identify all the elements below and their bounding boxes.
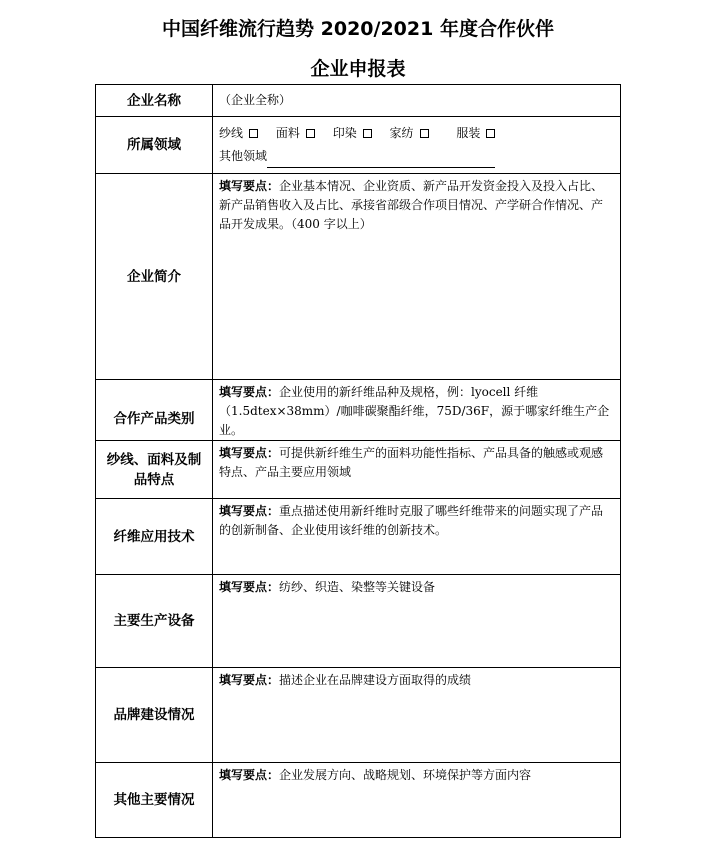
company-name-label: 企业名称 <box>96 85 213 117</box>
other-info-field[interactable] <box>213 763 621 838</box>
other-info-hint: 企业发展方向、战略规划、环境保护等方面内容 <box>279 768 532 782</box>
checkbox-icon[interactable] <box>486 129 495 138</box>
other-info-row <box>96 763 621 838</box>
product-features-label: 纱线、面料及制品特点 <box>96 441 213 499</box>
domain-option-apparel[interactable]: 服装 <box>456 126 501 140</box>
company-name-row <box>96 85 621 117</box>
checkbox-icon[interactable] <box>249 129 258 138</box>
hint-key: 填写要点： <box>219 446 280 460</box>
product-category-row <box>96 380 621 441</box>
brand-building-hint: 描述企业在品牌建设方面取得的成绩 <box>279 673 472 687</box>
equipment-field[interactable] <box>213 575 621 668</box>
domain-option-fabric[interactable]: 面料 <box>276 126 321 140</box>
product-category-field[interactable] <box>213 380 621 441</box>
domain-field <box>213 117 621 174</box>
checkbox-icon[interactable] <box>306 129 315 138</box>
fiber-technology-row <box>96 499 621 575</box>
domain-option-yarn[interactable]: 纱线 <box>219 126 264 140</box>
company-intro-label: 企业简介 <box>96 174 213 380</box>
form-title: 中国纤维流行趋势 2020/2021 年度合作伙伴 <box>162 18 554 40</box>
product-category-label: 合作产品类别 <box>96 380 213 441</box>
company-intro-field[interactable] <box>213 174 621 380</box>
equipment-row <box>96 575 621 668</box>
domain-label: 所属领域 <box>96 117 213 174</box>
hint-key: 填写要点： <box>219 179 280 193</box>
company-name-field[interactable] <box>213 85 621 117</box>
product-features-field[interactable] <box>213 441 621 499</box>
checkbox-icon[interactable] <box>363 129 372 138</box>
product-features-row <box>96 441 621 499</box>
checkbox-icon[interactable] <box>420 129 429 138</box>
company-name-placeholder: （企业全称） <box>219 93 292 107</box>
application-form-table <box>95 84 621 838</box>
domain-row <box>96 117 621 174</box>
product-features-hint: 可提供新纤维生产的面料功能性指标、产品具备的触感或观感特点、产品主要应用领域 <box>219 446 604 479</box>
other-domain-input[interactable] <box>267 153 495 168</box>
equipment-hint: 纺纱、织造、染整等关键设备 <box>279 580 436 594</box>
other-domain <box>219 145 614 168</box>
form-subtitle: 企业申报表 <box>310 58 406 80</box>
brand-building-row <box>96 668 621 763</box>
brand-building-field[interactable] <box>213 668 621 763</box>
hint-key: 填写要点： <box>219 385 280 399</box>
other-domain-label: 其他领域 <box>219 149 268 163</box>
domain-options <box>219 122 614 145</box>
fiber-technology-hint: 重点描述使用新纤维时克服了哪些纤维带来的问题实现了产品的创新制备、企业使用该纤维的创新技术。 <box>219 504 604 537</box>
hint-key: 填写要点： <box>219 673 280 687</box>
domain-option-dyeing[interactable]: 印染 <box>333 126 378 140</box>
other-info-label: 其他主要情况 <box>96 763 213 838</box>
product-category-hint: 企业使用的新纤维品种及规格，例：lyocell 纤维（1.5dtex×38mm）/咖啡碳聚酯纤维，75D/36F，源于哪家纤维生产企业。 <box>219 385 610 437</box>
hint-key: 填写要点： <box>219 580 280 594</box>
fiber-technology-label: 纤维应用技术 <box>96 499 213 575</box>
company-intro-hint: 企业基本情况、企业资质、新产品开发资金投入及投入占比、新产品销售收入及占比、承接省部级合作项目情况、产学研合作情况、产品开发成果。（400 字以上） <box>219 179 604 231</box>
hint-key: 填写要点： <box>219 768 280 782</box>
hint-key: 填写要点： <box>219 504 280 518</box>
equipment-label: 主要生产设备 <box>96 575 213 668</box>
fiber-technology-field[interactable] <box>213 499 621 575</box>
domain-option-home-textile[interactable]: 家纺 <box>390 126 435 140</box>
company-intro-row <box>96 174 621 380</box>
brand-building-label: 品牌建设情况 <box>96 668 213 763</box>
